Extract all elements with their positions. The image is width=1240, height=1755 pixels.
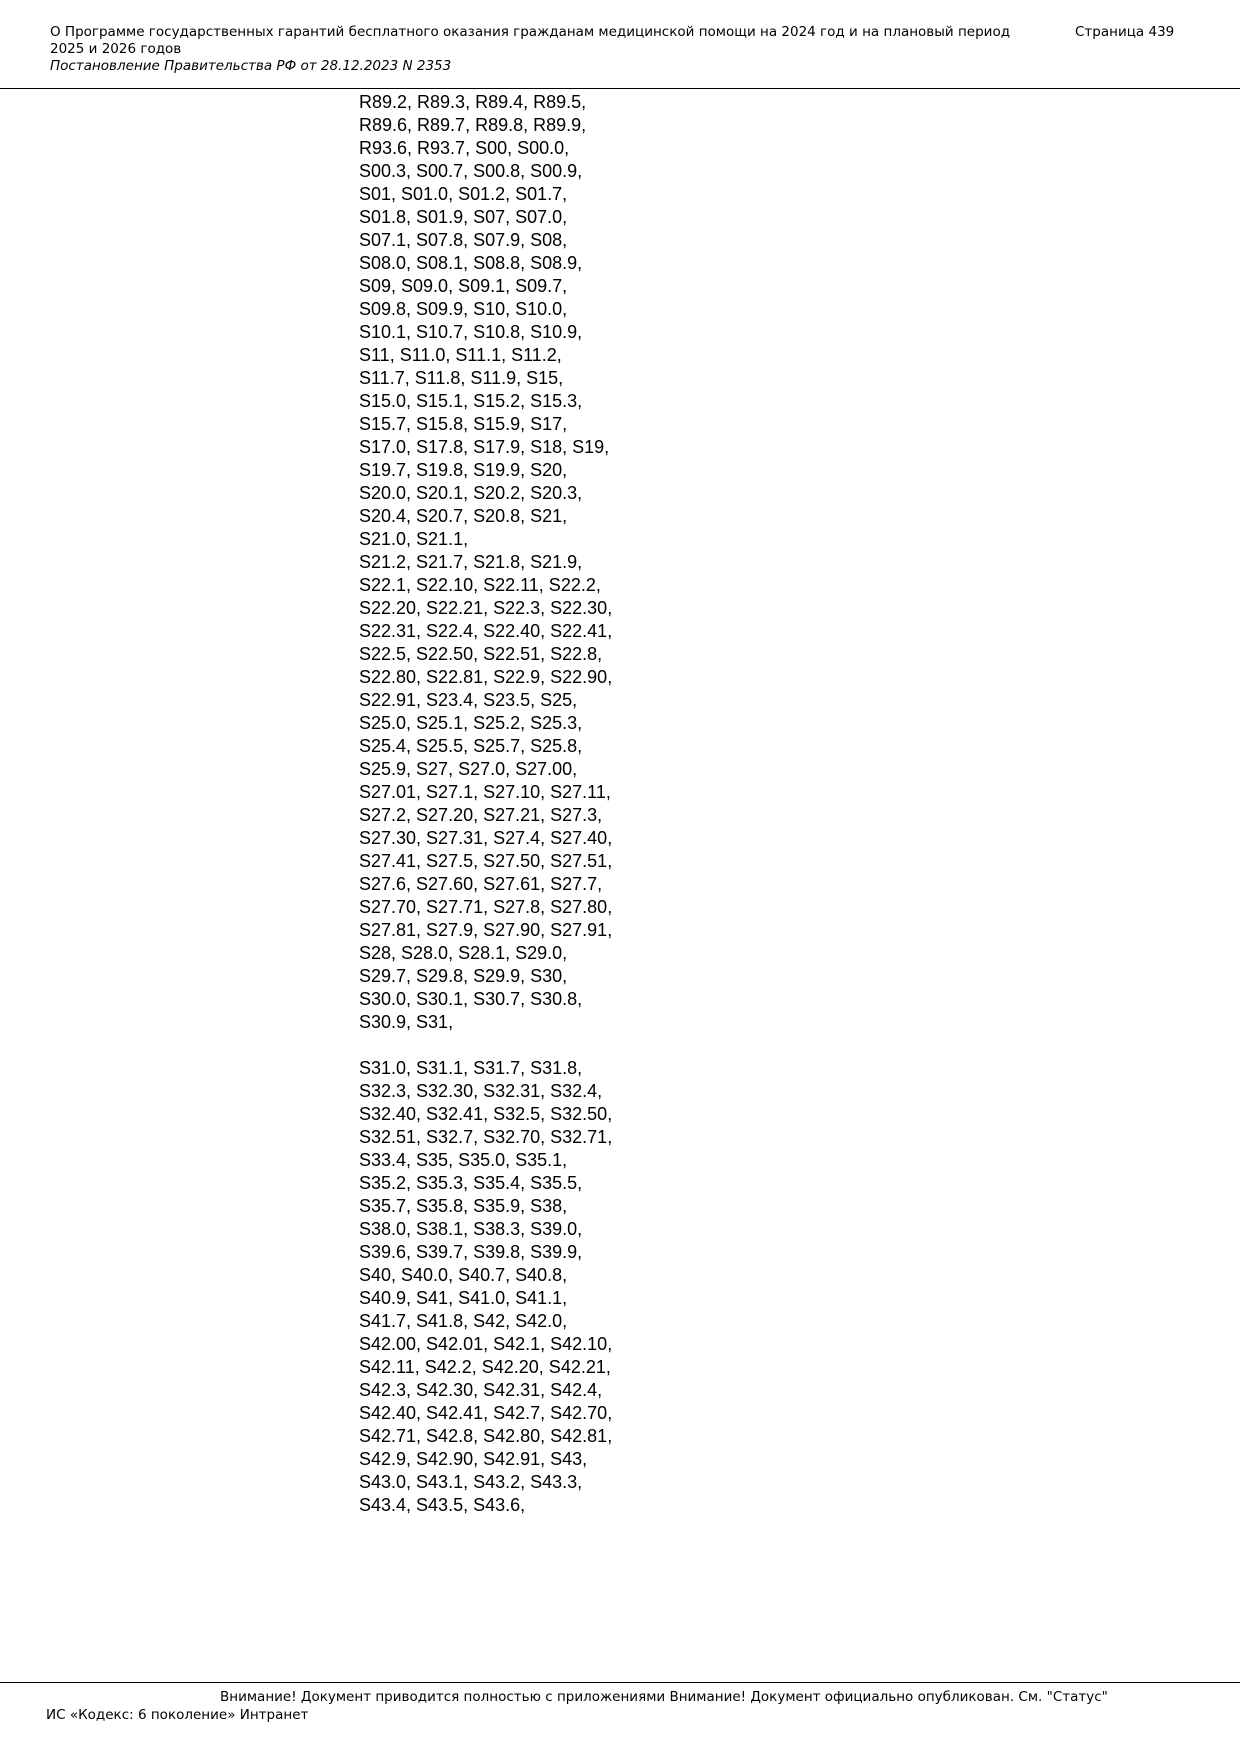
diagnosis-code-list <box>359 91 719 1517</box>
code-line: S00.3, S00.7, S00.8, S00.9, <box>359 161 583 181</box>
code-line: S22.80, S22.81, S22.9, S22.90, <box>359 667 613 687</box>
code-line: S32.51, S32.7, S32.70, S32.71, <box>359 1127 613 1147</box>
code-line: S27.81, S27.9, S27.90, S27.91, <box>359 920 613 940</box>
code-line: S15.7, S15.8, S15.9, S17, <box>359 414 568 434</box>
code-line: S22.31, S22.4, S22.40, S22.41, <box>359 621 613 641</box>
footer-notice: Внимание! Документ приводится полностью с приложениями Внимание! Документ официально опубликован. См. "Статус" <box>220 1689 1108 1705</box>
document-subtitle: Постановление Правительства РФ от 28.12.2023 N 2353 <box>50 58 452 74</box>
code-line: S30.0, S30.1, S30.7, S30.8, <box>359 989 583 1009</box>
code-line: S32.3, S32.30, S32.31, S32.4, <box>359 1081 603 1101</box>
code-line: S22.20, S22.21, S22.3, S22.30, <box>359 598 613 618</box>
code-line: S01.8, S01.9, S07, S07.0, <box>359 207 568 227</box>
code-line: S20.4, S20.7, S20.8, S21, <box>359 506 568 526</box>
code-line: S20.0, S20.1, S20.2, S20.3, <box>359 483 583 503</box>
code-line: S11, S11.0, S11.1, S11.2, <box>359 345 562 365</box>
code-line: S22.91, S23.4, S23.5, S25, <box>359 690 578 710</box>
code-line: S01, S01.0, S01.2, S01.7, <box>359 184 568 204</box>
code-list-gap <box>359 1034 719 1057</box>
code-line: S25.0, S25.1, S25.2, S25.3, <box>359 713 583 733</box>
code-line: S09, S09.0, S09.1, S09.7, <box>359 276 568 296</box>
code-line: S42.3, S42.30, S42.31, S42.4, <box>359 1380 603 1400</box>
code-line: S38.0, S38.1, S38.3, S39.0, <box>359 1219 583 1239</box>
code-line: S10.1, S10.7, S10.8, S10.9, <box>359 322 583 342</box>
code-line: S40.9, S41, S41.0, S41.1, <box>359 1288 568 1308</box>
code-line: S42.00, S42.01, S42.1, S42.10, <box>359 1334 613 1354</box>
code-line: S35.2, S35.3, S35.4, S35.5, <box>359 1173 583 1193</box>
header-divider <box>0 88 1240 89</box>
document-title: О Программе государственных гарантий бесплатного оказания гражданам медицинской помощи на 2024 год и на плановый период 2025 и 2026 годов <box>50 24 1011 57</box>
code-line: S42.71, S42.8, S42.80, S42.81, <box>359 1426 613 1446</box>
code-line: S09.8, S09.9, S10, S10.0, <box>359 299 568 319</box>
code-line: S21.0, S21.1, <box>359 529 469 549</box>
code-line: S42.9, S42.90, S42.91, S43, <box>359 1449 588 1469</box>
code-line: S42.11, S42.2, S42.20, S42.21, <box>359 1357 611 1377</box>
code-line: S31.0, S31.1, S31.7, S31.8, <box>359 1058 583 1078</box>
page-number: Страница 439 <box>1075 24 1175 40</box>
code-line: S39.6, S39.7, S39.8, S39.9, <box>359 1242 583 1262</box>
code-line: S25.9, S27, S27.0, S27.00, <box>359 759 578 779</box>
code-line: S27.01, S27.1, S27.10, S27.11, <box>359 782 611 802</box>
footer-divider <box>0 1682 1240 1683</box>
code-line: S27.6, S27.60, S27.61, S27.7, <box>359 874 603 894</box>
code-line: R93.6, R93.7, S00, S00.0, <box>359 138 570 158</box>
code-line: S30.9, S31, <box>359 1012 454 1032</box>
code-line: S28, S28.0, S28.1, S29.0, <box>359 943 568 963</box>
code-line: S41.7, S41.8, S42, S42.0, <box>359 1311 568 1331</box>
code-line: S40, S40.0, S40.7, S40.8, <box>359 1265 568 1285</box>
code-line: S35.7, S35.8, S35.9, S38, <box>359 1196 568 1216</box>
code-line: S27.41, S27.5, S27.50, S27.51, <box>359 851 613 871</box>
code-line: S27.70, S27.71, S27.8, S27.80, <box>359 897 613 917</box>
code-line: S15.0, S15.1, S15.2, S15.3, <box>359 391 583 411</box>
code-line: S27.30, S27.31, S27.4, S27.40, <box>359 828 613 848</box>
footer-system-name: ИС «Кодекс: 6 поколение» Интранет <box>46 1707 309 1723</box>
code-line: S32.40, S32.41, S32.5, S32.50, <box>359 1104 613 1124</box>
code-line: S21.2, S21.7, S21.8, S21.9, <box>359 552 583 572</box>
code-line: S08.0, S08.1, S08.8, S08.9, <box>359 253 583 273</box>
code-line: S43.4, S43.5, S43.6, <box>359 1495 526 1515</box>
code-line: S27.2, S27.20, S27.21, S27.3, <box>359 805 603 825</box>
code-line: S33.4, S35, S35.0, S35.1, <box>359 1150 568 1170</box>
code-line: S22.5, S22.50, S22.51, S22.8, <box>359 644 603 664</box>
code-line: S11.7, S11.8, S11.9, S15, <box>359 368 564 388</box>
code-line: S07.1, S07.8, S07.9, S08, <box>359 230 568 250</box>
code-line: S29.7, S29.8, S29.9, S30, <box>359 966 568 986</box>
code-line: R89.2, R89.3, R89.4, R89.5, <box>359 92 587 112</box>
code-line: S19.7, S19.8, S19.9, S20, <box>359 460 568 480</box>
code-line: S17.0, S17.8, S17.9, S18, S19, <box>359 437 610 457</box>
code-line: S43.0, S43.1, S43.2, S43.3, <box>359 1472 583 1492</box>
code-line: S25.4, S25.5, S25.7, S25.8, <box>359 736 583 756</box>
code-line: S22.1, S22.10, S22.11, S22.2, <box>359 575 601 595</box>
code-line: S42.40, S42.41, S42.7, S42.70, <box>359 1403 613 1423</box>
code-line: R89.6, R89.7, R89.8, R89.9, <box>359 115 587 135</box>
